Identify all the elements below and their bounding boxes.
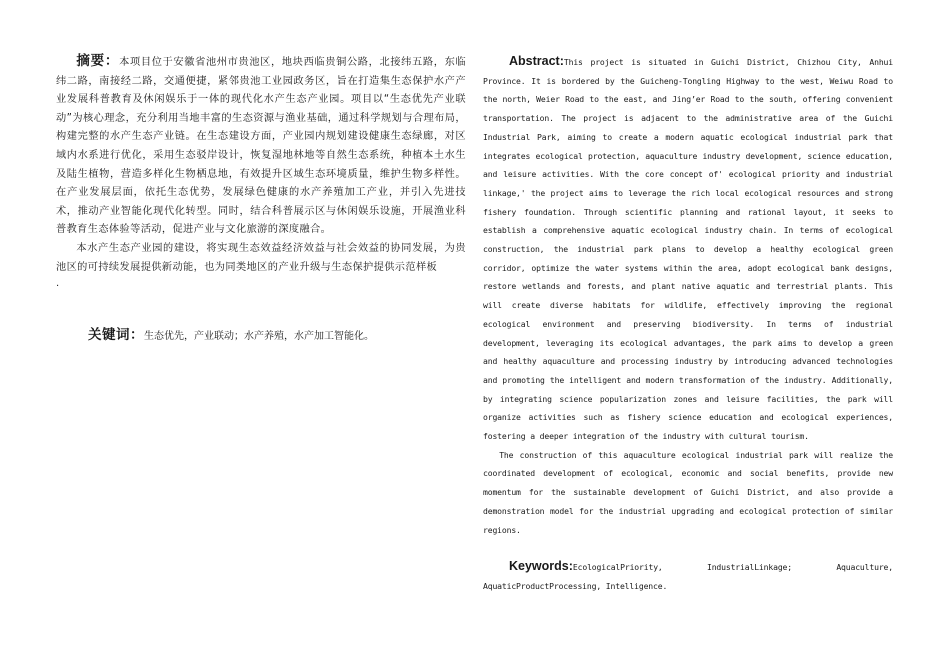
english-keywords [483, 557, 893, 595]
english-abstract-label: Abstract: [509, 54, 564, 68]
chinese-keywords-text: 生态优先，产业联动；水产养殖，水产加工智能化。 [144, 331, 374, 343]
chinese-keywords [56, 323, 466, 343]
chinese-abstract-trailing-dot: . [56, 278, 60, 290]
chinese-keywords-label: 关键词： [88, 327, 144, 344]
english-abstract-column [483, 52, 893, 596]
english-keywords-label: Keywords: [509, 559, 573, 574]
english-keywords-text: EcologicalPriority, IndustrialLinkage; Aquaculture, AquaticProductProcessing, Intelligence. [483, 562, 893, 591]
english-abstract-text-1: This project is situated in Guichi District, Chizhou City, Anhui Province. It is bordered by the Guicheng-Tongling Highway to the west, Weiwu Road to the north, Weier Road to the east, and Jing’er Road to the south, offering convenient transportation. The project is adjacent to the administrative area of the Guichi Industrial Park, aiming to create a modern aquatic ecological industrial park that integrates ecological protection, aquaculture industry development, science education, and leisure activities. With the core concept of' ecological priority and industrial linkage,' the project aims to leverage the rich local ecological resources and strong fishery foundation. Through scientific planning and rational layout, it seeks to establish a comprehensive aquatic ecological industry chain. In terms of ecological construction, the industrial park plans to develop a healthy ecological green corridor, optimize the water systems within the area, adopt ecological bank designs, restore wetlands and forests, and plant native aquatic and terrestrial plants. This will create diverse habitats for wildlife, effectively improving the regional ecological environment and preserving biodiversity. In terms of industrial development, leveraging its ecological advantages, the park aims to develop a green and healthy aquaculture and processing industry by introducing advanced technologies and promoting the intelligent and modern transformation of the industry. Additionally, by integrating science popularization zones and leisure facilities, the park will organize activities such as fishery science education and ecological experiences, fostering a deeper integration of the industry with cultural tourism. [483, 57, 893, 442]
chinese-abstract-paragraph-1 [56, 52, 466, 240]
chinese-abstract-paragraph-2: 本水产生态产业园的建设，将实现生态效益经济效益与社会效益的协同发展，为贵池区的可持续发展提供新动能，也为同类地区的产业升级与生态保护提供示范样板 [56, 242, 466, 273]
chinese-abstract-column [56, 52, 466, 343]
chinese-abstract-label: 摘要： [76, 53, 120, 69]
chinese-abstract-text-1: 本项目位于安徽省池州市贵池区，地块西临贵铜公路，北接纬五路，东临纬二路，南接经二路，交通便捷，紧邻贵池工业园政务区，旨在打造集生态保护水产产业发展科普教育及休闲娱乐于一体的现代化水产生态产业园。项目以“生态优先产业联动”为核心理念，充分利用当地丰富的生态资源与渔业基础，通过科学规划与合理布局，构建完整的水产生态产业链。在生态建设方面，产业园内规划建设健康生态绿廊，对区域内水系进行优化，采用生态驳岸设计，恢复湿地林地等自然生态系统，种植本土水生及陆生植物，营造多样化生物栖息地，有效提升区域生态环境质量，维护生物多样性。在产业发展层面，依托生态优势，发展绿色健康的水产养殖加工产业，并引入先进技术，推动产业智能化现代化转型。同时，结合科普展示区与休闲娱乐设施，开展渔业科普教育生态体验等活动，促进产业与文化旅游的深度融合。 [56, 57, 467, 236]
english-abstract-paragraph-2: The construction of this aquaculture ecological industrial park will realize the coordinated development of ecological, economic and social benefits, provide new momentum for the sustainable development of Guichi District, and also provide a demonstration model for the industrial upgrading and ecological protection of similar regions. [483, 449, 893, 535]
english-abstract-paragraph-1 [483, 52, 893, 446]
